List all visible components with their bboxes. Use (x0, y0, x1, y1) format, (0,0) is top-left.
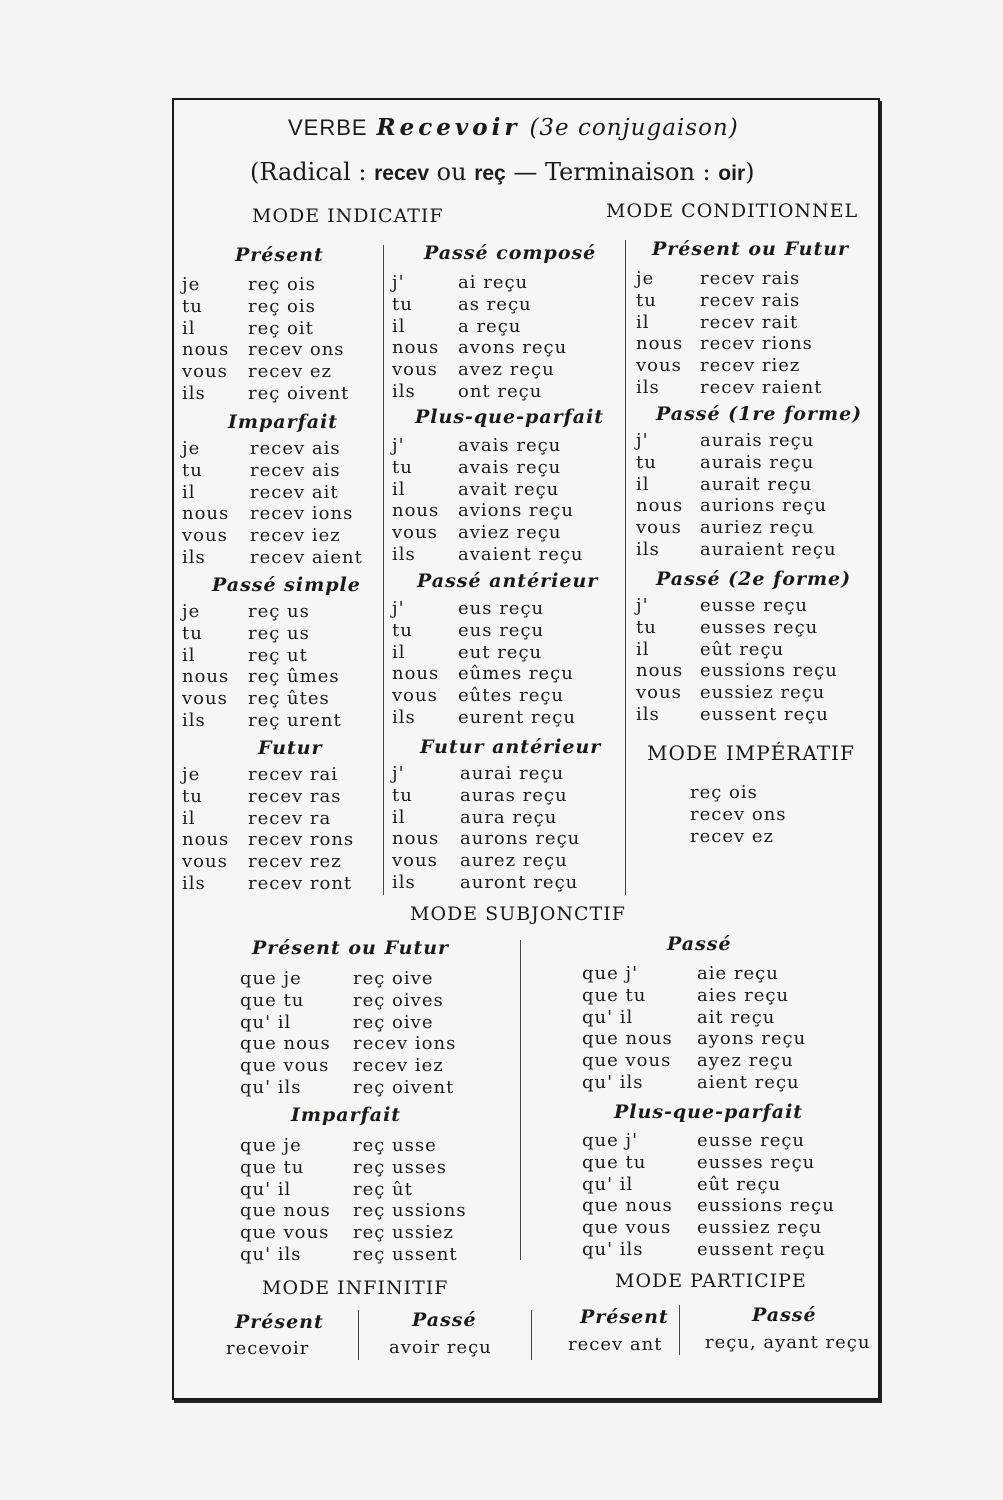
pronoun: que vous (240, 1055, 330, 1077)
verb-form: reç urent (248, 709, 342, 731)
verb-form: aie reçu (697, 963, 779, 984)
conditionnel-passe2-forms (700, 595, 838, 726)
indicatif-imparfait-forms (250, 438, 363, 569)
verb-form: ayons reçu (697, 1028, 807, 1050)
verb-form: recev ra (248, 807, 332, 829)
pronoun: j' (392, 763, 405, 784)
pronoun: je (636, 268, 655, 289)
pronoun: tu (392, 293, 413, 315)
indicatif-passe-anterieur-heading: Passé antérieur (417, 570, 599, 592)
conditionnel-passe1-pronouns (636, 430, 683, 561)
conditionnel-present-forms (700, 268, 822, 399)
verb-form: recev ront (248, 872, 353, 894)
verb-form: eût reçu (700, 638, 785, 660)
pronoun: tu (392, 456, 413, 478)
verb-form: eussiez reçu (700, 682, 826, 704)
verb-form: avais reçu (458, 435, 562, 456)
verb-form: reç us (248, 601, 310, 622)
verb-form: reç ût (353, 1178, 413, 1200)
indicatif-futur-anterieur-forms (460, 763, 580, 894)
pronoun: qu' il (582, 1173, 634, 1195)
verb-form: recev rez (248, 851, 342, 873)
verb-form: eus reçu (458, 598, 545, 619)
verb-form: auront reçu (460, 871, 579, 893)
pronoun: ils (636, 538, 660, 560)
verb-form: reç ussent (353, 1243, 458, 1265)
pronoun: vous (182, 525, 228, 547)
conditionnel-passe1-heading: Passé (1re forme) (656, 403, 863, 425)
verb-form: eussiez reçu (697, 1217, 823, 1239)
verb-form: recev ais (250, 459, 341, 481)
radical-line: (Radical : recev ou reç — Terminaison : oir) (250, 158, 755, 186)
pronoun: que tu (240, 1156, 305, 1178)
pronoun: qu' il (240, 1178, 292, 1200)
pronoun: que vous (582, 1050, 672, 1072)
pronoun: ils (392, 871, 416, 893)
pronoun: tu (182, 785, 203, 807)
verb-form: eussions reçu (700, 660, 838, 682)
verb-form: aurais reçu (700, 451, 815, 473)
infinitif-present-form: recevoir (226, 1338, 310, 1359)
verb-form: recev ras (248, 785, 342, 807)
pronoun: vous (392, 522, 438, 544)
pronoun: ils (182, 709, 206, 731)
pronoun: vous (182, 688, 228, 710)
verb-form: eussent reçu (697, 1238, 826, 1260)
pronoun: nous (182, 666, 230, 688)
indicatif-plus-que-parfait-heading: Plus-que-parfait (415, 406, 605, 428)
column-divider (625, 240, 626, 895)
pronoun: nous (636, 333, 684, 355)
pronoun: il (182, 644, 196, 666)
verb-form: ont reçu (458, 380, 543, 402)
indicatif-passe-simple-pronouns (182, 601, 229, 732)
verb-form: auriez reçu (700, 517, 815, 539)
verb-form: eût reçu (697, 1173, 782, 1195)
pronoun: il (392, 315, 406, 337)
pronoun: tu (392, 784, 413, 806)
pronoun: il (182, 481, 196, 503)
verb-form: auraient reçu (700, 538, 837, 560)
pronoun: ils (636, 703, 660, 725)
indicatif-passe-compose-pronouns (392, 272, 439, 403)
verb-form: eusse reçu (700, 595, 809, 616)
pronoun: qu' il (582, 1006, 634, 1028)
pronoun: que nous (582, 1028, 673, 1050)
pronoun: que nous (240, 1033, 331, 1055)
verb-form: aurons reçu (460, 828, 581, 850)
column-divider (520, 940, 521, 1260)
page-title: VERBE Recevoir (3e conjugaison) (288, 114, 739, 141)
subjonctif-present-forms (353, 968, 456, 1099)
verb-form: recev ions (250, 503, 354, 525)
verb-form: eûtes reçu (458, 685, 565, 707)
indicatif-present-forms (248, 274, 349, 405)
pronoun: ils (182, 872, 206, 894)
indicatif-passe-simple-forms (248, 601, 342, 732)
indicatif-passe-simple-heading: Passé simple (212, 574, 361, 596)
column-divider (383, 245, 384, 895)
subjonctif-passe-forms (697, 963, 806, 1094)
verb-form: recev rons (248, 829, 355, 851)
verb-form: reç oit (248, 317, 314, 339)
pronoun: ils (636, 376, 660, 398)
pronoun: que tu (582, 1151, 647, 1173)
participe-passe-heading: Passé (752, 1304, 817, 1326)
pronoun: que j' (582, 1130, 639, 1151)
verb-form: eus reçu (458, 619, 545, 641)
verb-form: as reçu (458, 293, 532, 315)
mode-conditionnel-heading: MODE CONDITIONNEL (606, 200, 859, 222)
pronoun: tu (182, 622, 203, 644)
pronoun: que je (240, 968, 302, 989)
pronoun: que nous (240, 1200, 331, 1222)
verb-form: reç ois (248, 295, 316, 317)
indicatif-passe-anterieur-forms (458, 598, 576, 729)
pronoun: que nous (582, 1195, 673, 1217)
indicatif-imparfait-heading: Imparfait (228, 411, 339, 433)
indicatif-present-pronouns (182, 274, 229, 405)
verb-form: reç oivent (248, 382, 350, 404)
pronoun: je (182, 764, 201, 785)
pronoun: que vous (240, 1222, 330, 1244)
pronoun: ils (392, 706, 416, 728)
pronoun: je (182, 601, 201, 622)
verb-form: reç us (248, 622, 310, 644)
pronoun: nous (392, 500, 440, 522)
column-divider (531, 1310, 532, 1360)
pronoun: tu (182, 459, 203, 481)
verb-form: reç ois (248, 274, 316, 295)
pronoun: j' (392, 272, 405, 293)
verb-form: recev raient (700, 376, 823, 398)
pronoun: vous (636, 682, 682, 704)
pronoun: il (636, 638, 650, 660)
pronoun: il (182, 807, 196, 829)
conditionnel-present-heading: Présent ou Futur (652, 238, 850, 260)
verb-form: eussions reçu (697, 1195, 835, 1217)
subjonctif-imparfait-forms (353, 1135, 467, 1266)
verb-form: aurai reçu (460, 763, 565, 784)
pronoun: vous (182, 851, 228, 873)
infinitif-passe-form: avoir reçu (389, 1337, 492, 1358)
verb-form: reç oives (353, 989, 444, 1011)
indicatif-plus-que-parfait-pronouns (392, 435, 439, 566)
verb-form: recev ions (353, 1033, 457, 1055)
indicatif-futur-anterieur-heading: Futur antérieur (420, 736, 602, 758)
pronoun: tu (636, 616, 657, 638)
verb-form: reç oivent (353, 1076, 455, 1098)
pronoun: nous (392, 337, 440, 359)
participe-present-form: recev ant (568, 1334, 663, 1355)
verb-form: a reçu (458, 315, 522, 337)
pronoun: nous (392, 828, 440, 850)
verb-form: aura reçu (460, 806, 558, 828)
imperatif-forms: reç ois recev ons recev ez (690, 782, 787, 847)
verb-form: avons reçu (458, 337, 568, 359)
verb-form: reç oive (353, 1011, 434, 1033)
verb-form: reç ut (248, 644, 308, 666)
indicatif-imparfait-pronouns (182, 438, 229, 569)
verb-form: recev rais (700, 289, 801, 311)
indicatif-present-heading: Présent (235, 244, 324, 266)
verb-form: eussent reçu (700, 703, 829, 725)
pronoun: vous (636, 355, 682, 377)
verb-form: aurais reçu (700, 430, 815, 451)
conditionnel-passe2-heading: Passé (2e forme) (656, 568, 852, 590)
infinitif-present-heading: Présent (235, 1311, 324, 1333)
pronoun: qu' ils (240, 1243, 302, 1265)
pronoun: qu' ils (582, 1071, 644, 1093)
column-divider (679, 1305, 680, 1355)
pronoun: ils (392, 380, 416, 402)
pronoun: tu (636, 451, 657, 473)
verb-form: recev aient (250, 546, 363, 568)
pronoun: tu (636, 289, 657, 311)
pronoun: nous (636, 660, 684, 682)
verb-form: reç ussions (353, 1200, 467, 1222)
verb-form: ai reçu (458, 272, 529, 293)
pronoun: je (182, 274, 201, 295)
indicatif-futur-forms (248, 764, 354, 895)
subjonctif-passe-heading: Passé (667, 933, 732, 955)
pronoun: nous (182, 339, 230, 361)
verb-form: aviez reçu (458, 522, 562, 544)
verb-form: eusses reçu (697, 1151, 816, 1173)
indicatif-passe-anterieur-pronouns (392, 598, 439, 729)
verb-form: recev iez (250, 525, 341, 547)
mode-imperatif-heading: MODE IMPÉRATIF (647, 741, 855, 765)
subjonctif-imparfait-heading: Imparfait (291, 1104, 402, 1126)
indicatif-passe-compose-heading: Passé composé (424, 242, 597, 264)
pronoun: il (392, 478, 406, 500)
subjonctif-imparfait-pronouns (240, 1135, 331, 1266)
pronoun: tu (182, 295, 203, 317)
verb-form: ait reçu (697, 1006, 776, 1028)
verb-form: avaient reçu (458, 543, 584, 565)
verb-form: avez reçu (458, 359, 555, 381)
verb-form: reç usses (353, 1156, 448, 1178)
pronoun: vous (392, 359, 438, 381)
verb-form: reç ûmes (248, 666, 340, 688)
mode-subjonctif-heading: MODE SUBJONCTIF (410, 903, 626, 925)
verb-form: aurions reçu (700, 495, 828, 517)
verb-form: recev rais (700, 268, 801, 289)
conditionnel-passe2-pronouns (636, 595, 683, 726)
verb-form: aurez reçu (460, 850, 568, 872)
verb-form: recev rai (248, 764, 338, 785)
mode-infinitif-heading: MODE INFINITIF (262, 1277, 449, 1299)
verb-form: recev iez (353, 1055, 444, 1077)
verb-form: recev riez (700, 355, 801, 377)
verb-form: aies reçu (697, 984, 790, 1006)
verb-form: recev ez (248, 361, 333, 383)
pronoun: qu' il (240, 1011, 292, 1033)
pronoun: nous (182, 503, 230, 525)
verb-form: reç oive (353, 968, 434, 989)
pronoun: nous (392, 663, 440, 685)
verb-form: eûmes reçu (458, 663, 574, 685)
pronoun: vous (392, 850, 438, 872)
pronoun: il (182, 317, 196, 339)
verb-form: avait reçu (458, 478, 560, 500)
verb-form: recev ons (248, 339, 345, 361)
pronoun: j' (636, 595, 649, 616)
pronoun: que tu (582, 984, 647, 1006)
verb-form: avais reçu (458, 456, 562, 478)
indicatif-passe-compose-forms (458, 272, 567, 403)
pronoun: je (182, 438, 201, 459)
verb-form: auras reçu (460, 784, 568, 806)
verb-form: aient reçu (697, 1071, 800, 1093)
subjonctif-present-heading: Présent ou Futur (252, 937, 450, 959)
indicatif-futur-pronouns (182, 764, 229, 895)
infinitif-passe-heading: Passé (412, 1309, 477, 1331)
pronoun: j' (392, 435, 405, 456)
pronoun: il (636, 473, 650, 495)
verb-form: reç ûtes (248, 688, 330, 710)
indicatif-futur-anterieur-pronouns (392, 763, 439, 894)
pronoun: vous (636, 517, 682, 539)
subjonctif-passe-pronouns (582, 963, 673, 1094)
subjonctif-plus-que-parfait-pronouns (582, 1130, 673, 1261)
pronoun: que j' (582, 963, 639, 984)
indicatif-plus-que-parfait-forms (458, 435, 584, 566)
mode-participe-heading: MODE PARTICIPE (615, 1270, 807, 1292)
verb-form: eut reçu (458, 641, 543, 663)
conditionnel-present-pronouns (636, 268, 683, 399)
verb-form: recev rions (700, 333, 813, 355)
verb-form: recev rait (700, 311, 799, 333)
pronoun: j' (636, 430, 649, 451)
verb-form: eusses reçu (700, 616, 819, 638)
pronoun: il (392, 806, 406, 828)
verb-form: reç ussiez (353, 1222, 455, 1244)
pronoun: nous (636, 495, 684, 517)
pronoun: que tu (240, 989, 305, 1011)
verb-form: eurent reçu (458, 706, 576, 728)
pronoun: vous (182, 361, 228, 383)
verb-form: eusse reçu (697, 1130, 806, 1151)
pronoun: nous (182, 829, 230, 851)
pronoun: tu (392, 619, 413, 641)
indicatif-futur-heading: Futur (258, 737, 323, 759)
column-divider (358, 1310, 359, 1360)
verb-form: recev ais (250, 438, 341, 459)
pronoun: vous (392, 685, 438, 707)
pronoun: ils (182, 546, 206, 568)
pronoun: qu' ils (582, 1238, 644, 1260)
mode-indicatif-heading: MODE INDICATIF (252, 205, 444, 227)
pronoun: que je (240, 1135, 302, 1156)
verb-form: reç usse (353, 1135, 437, 1156)
verb-form: recev ait (250, 481, 339, 503)
pronoun: il (392, 641, 406, 663)
subjonctif-plus-que-parfait-forms (697, 1130, 835, 1261)
pronoun: j' (392, 598, 405, 619)
verb-form: ayez reçu (697, 1050, 794, 1072)
verb-form: avions reçu (458, 500, 574, 522)
verb-form: aurait reçu (700, 473, 813, 495)
pronoun: ils (392, 543, 416, 565)
pronoun: il (636, 311, 650, 333)
pronoun: ils (182, 382, 206, 404)
subjonctif-plus-que-parfait-heading: Plus-que-parfait (614, 1101, 804, 1123)
pronoun: qu' ils (240, 1076, 302, 1098)
pronoun: que vous (582, 1217, 672, 1239)
subjonctif-present-pronouns (240, 968, 331, 1099)
conditionnel-passe1-forms (700, 430, 837, 561)
participe-present-heading: Présent (580, 1306, 669, 1328)
participe-passe-form: reçu, ayant reçu (705, 1332, 871, 1353)
